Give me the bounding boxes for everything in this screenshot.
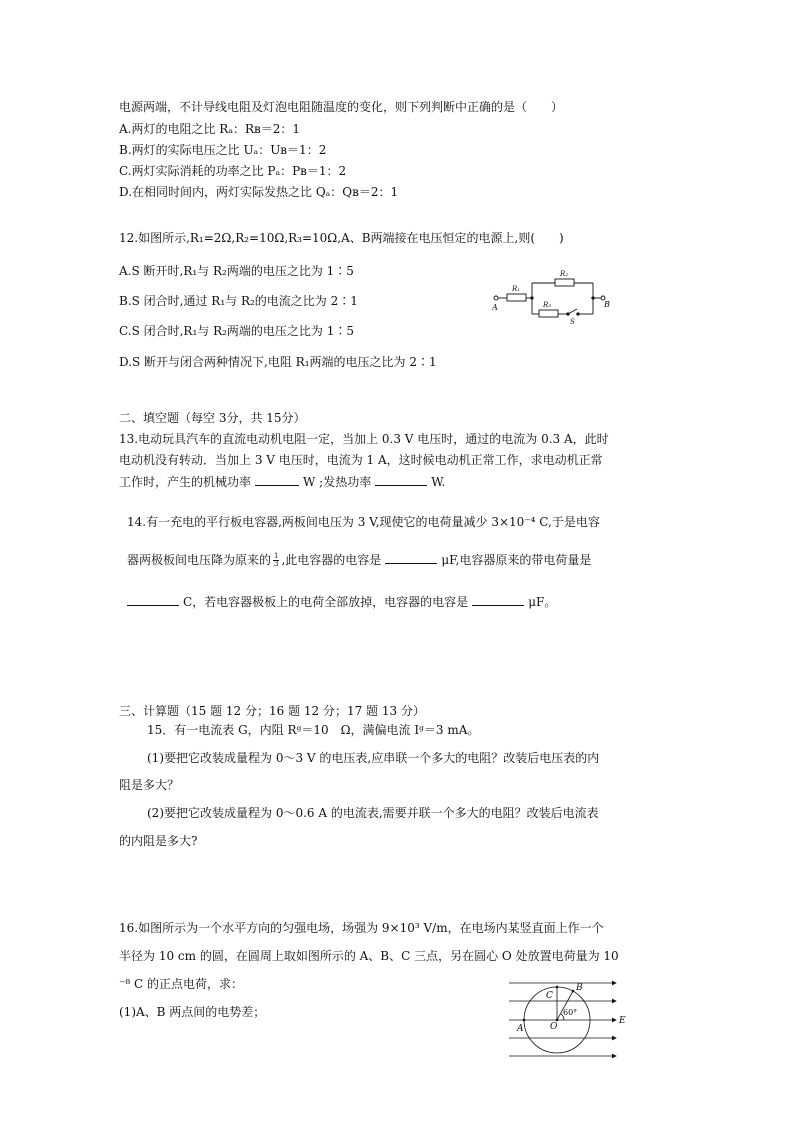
q14-fraction: $\frac{1}{3}$ [274, 552, 279, 568]
q12-circuit-diagram [488, 265, 618, 325]
q12-option-b: B.S 闭合时,通过 R₁与 R₂的电流之比为 2∶1 [119, 294, 358, 308]
label-r3: R₃ [543, 301, 552, 309]
q13-line3-c: W. [431, 475, 446, 489]
q13-blank-mech-power[interactable] [255, 473, 299, 486]
q12-option-a: A.S 断开时,R₁与 R₂两端的电压之比为 1∶5 [119, 264, 354, 278]
q14-blank-capacitance[interactable] [385, 551, 437, 564]
q13-line1: 13.电动玩具汽车的直流电动机电阻一定，当加上 0.3 V 电压时，通过的电流为 0.3 A，此时 [119, 432, 609, 446]
point-a-label: A [517, 1024, 524, 1034]
q11-option-d: D.在相同时间内，两灯实际发热之比 Qₐ：Qʙ＝2：1 [119, 185, 399, 199]
angle-label: 60° [563, 1008, 578, 1017]
point-o-label: O [550, 1022, 558, 1032]
q13-line3 [119, 473, 445, 490]
q14-line3 [127, 593, 556, 610]
q13-line3-b: W ;发热功率 [303, 475, 372, 489]
point-c-label: C [546, 991, 553, 1001]
q14-line3-b: μF。 [528, 595, 557, 609]
q16-field-diagram [506, 976, 631, 1066]
q16-line2: 半径为 10 cm 的圆，在圆周上取如图所示的 A、B、C 三点，另在圆心 O 处放置电荷量为 10 [119, 949, 619, 963]
terminal-a [494, 296, 498, 300]
section3-title: 三、计算题（15 题 12 分；16 题 12 分；17 题 13 分） [119, 704, 425, 718]
q15-part2-line2: 的内阻是多大? [119, 834, 198, 848]
q16-line1: 16.如图所示为一个水平方向的匀强电场，场强为 9×10³ V/m，在电场内某竖直面上作一个 [119, 921, 604, 935]
q16-part1: (1)A、B 两点间的电势差； [119, 1005, 266, 1019]
label-r1: R₁ [512, 285, 521, 293]
q13-blank-heat-power[interactable] [375, 473, 427, 486]
switch-s [568, 309, 577, 314]
section2-title: 二、填空题（每空 3分，共 15分） [119, 411, 306, 425]
q11-option-c: C.两灯实际消耗的功率之比 Pₐ：Pʙ＝1：2 [119, 164, 347, 178]
q11-option-b: B.两灯的实际电压之比 Uₐ：Uʙ＝1：2 [119, 143, 327, 157]
point-b-label: B [576, 983, 583, 993]
label-r2: R₂ [560, 270, 569, 278]
label-s: S [570, 318, 575, 325]
q12-stem: 12.如图所示,R₁=2Ω,R₂=10Ω,R₃=10Ω,A、B两端接在电压恒定的电源上,则( ) [119, 231, 564, 245]
q12-option-c: C.S 闭合时,R₁与 R₂两端的电压之比为 1∶5 [119, 324, 355, 338]
q11-stem-cont: 电源两端，不计导线电阻及灯泡电阻随温度的变化，则下列判断中正确的是（ ） [119, 100, 564, 114]
q14-line2-a: 器两极板间电压降为原来的 [127, 553, 272, 567]
q16-line3: ⁻⁸ C 的正点电荷，求： [119, 977, 243, 991]
q12-option-d: D.S 断开与闭合两种情况下,电阻 R₁两端的电压之比为 2∶1 [119, 355, 437, 369]
q14-line2 [127, 551, 591, 568]
q14-line3-a: C，若电容器极板上的电荷全部放掉，电容器的电容是 [183, 595, 469, 609]
field-e-label: E [619, 1016, 626, 1026]
q14-line1: 14.有一充电的平行板电容器,两板间电压为 3 V,现使它的电荷量减少 3×10⁻⁴ C,于是电容 [127, 515, 600, 529]
q14-line2-c: μF,电容器原来的带电荷量是 [441, 553, 592, 567]
resistor-r1 [507, 294, 526, 301]
q15-stem: 15．有一电流表 G，内阻 Rᵍ＝10 Ω，满偏电流 Iᵍ＝3 mA。 [147, 723, 480, 737]
q14-line2-b: ,此电容器的电容是 [281, 553, 382, 567]
q14-blank-capacitance-2[interactable] [472, 593, 524, 606]
q13-line3-a: 工作时，产生的机械功率 [119, 475, 252, 489]
resistor-r3 [539, 310, 558, 317]
q15-part1-line1: (1)要把它改装成量程为 0～3 V 的电压表,应串联一个多大的电阻？改装后电压表的内 [147, 751, 600, 765]
label-a: A [492, 303, 498, 312]
q15-part2-line1: (2)要把它改装成量程为 0～0.6 A 的电流表,需要并联一个多大的电阻？改装后电流表 [147, 806, 599, 820]
q13-line2: 电动机没有转动．当加上 3 V 电压时，电流为 1 A，这时候电动机正常工作，求电动机正常 [119, 453, 603, 467]
resistor-r2 [555, 279, 574, 286]
label-b: B [604, 300, 610, 309]
q14-blank-charge[interactable] [127, 593, 179, 606]
q11-option-a: A.两灯的电阻之比 Rₐ：Rʙ＝2：1 [119, 122, 301, 136]
q15-part1-line2: 阻是多大？ [119, 778, 180, 792]
